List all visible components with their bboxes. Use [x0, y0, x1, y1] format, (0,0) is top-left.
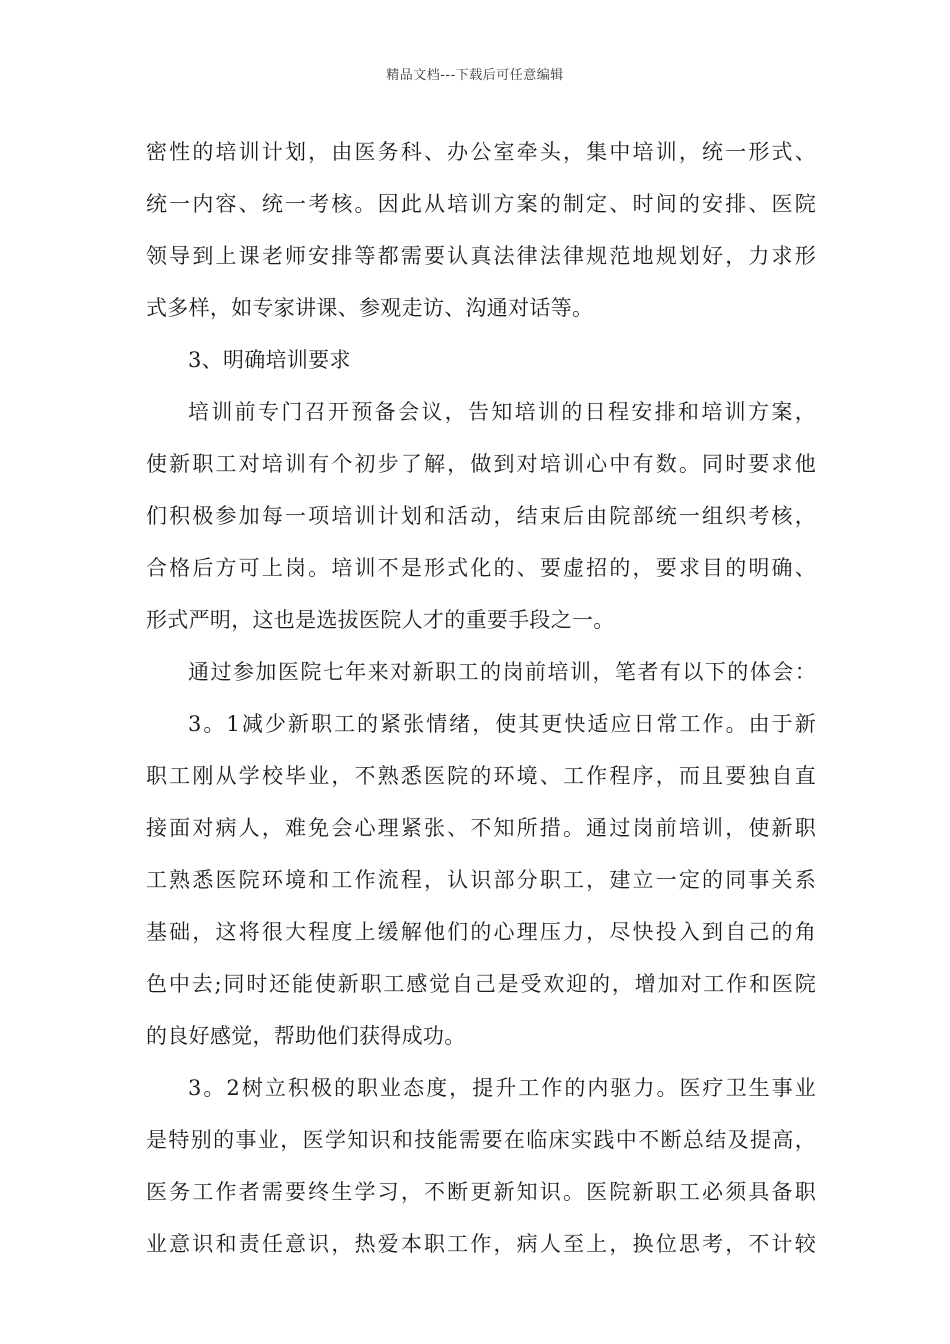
- text-line: 领导到上课老师安排等都需要认真法律法律规范地规划好，力求形: [146, 244, 816, 268]
- text-line: 形式严明，这也是选拔医院人才的重要手段之一。: [146, 608, 615, 632]
- text-line: 医务工作者需要终生学习，不断更新知识。医院新职工必须具备职: [146, 1180, 816, 1204]
- text-line: 3。1减少新职工的紧张情绪，使其更快适应日常工作。由于新: [188, 712, 816, 736]
- text-line: 密性的培训计划，由医务科、办公室牵头，集中培训，统一形式、: [146, 140, 816, 164]
- text-line: 们积极参加每一项培训计划和活动，结束后由院部统一组织考核，: [146, 504, 816, 528]
- text-line: 基础，这将很大程度上缓解他们的心理压力，尽快投入到自己的角: [146, 920, 816, 944]
- text-line: 工熟悉医院环境和工作流程，认识部分职工，建立一定的同事关系: [146, 868, 816, 892]
- text-line: 3。2树立积极的职业态度，提升工作的内驱力。医疗卫生事业: [188, 1076, 816, 1100]
- text-line: 合格后方可上岗。培训不是形式化的、要虚招的，要求目的明确、: [146, 556, 816, 580]
- text-line: 统一内容、统一考核。因此从培训方案的制定、时间的安排、医院: [146, 192, 816, 216]
- text-line: 业意识和责任意识，热爱本职工作，病人至上，换位思考，不计较: [146, 1232, 816, 1256]
- text-line: 3、明确培训要求: [188, 348, 351, 372]
- text-line: 式多样，如专家讲课、参观走访、沟通对话等。: [146, 296, 594, 320]
- text-line: 通过参加医院七年来对新职工的岗前培训，笔者有以下的体会：: [188, 660, 816, 684]
- page-header: 精品文档---下载后可任意编辑: [386, 68, 564, 83]
- text-line: 培训前专门召开预备会议，告知培训的日程安排和培训方案，: [188, 400, 816, 424]
- text-line: 职工刚从学校毕业，不熟悉医院的环境、工作程序，而且要独自直: [146, 764, 816, 788]
- text-line: 的良好感觉，帮助他们获得成功。: [146, 1024, 466, 1048]
- text-line: 使新职工对培训有个初步了解，做到对培训心中有数。同时要求他: [146, 452, 816, 476]
- text-line: 接面对病人，难免会心理紧张、不知所措。通过岗前培训，使新职: [146, 816, 816, 840]
- text-line: 是特别的事业，医学知识和技能需要在临床实践中不断总结及提高，: [146, 1128, 816, 1152]
- text-line: 色中去;同时还能使新职工感觉自己是受欢迎的，增加对工作和医院: [146, 972, 816, 996]
- document-body: [146, 126, 816, 1270]
